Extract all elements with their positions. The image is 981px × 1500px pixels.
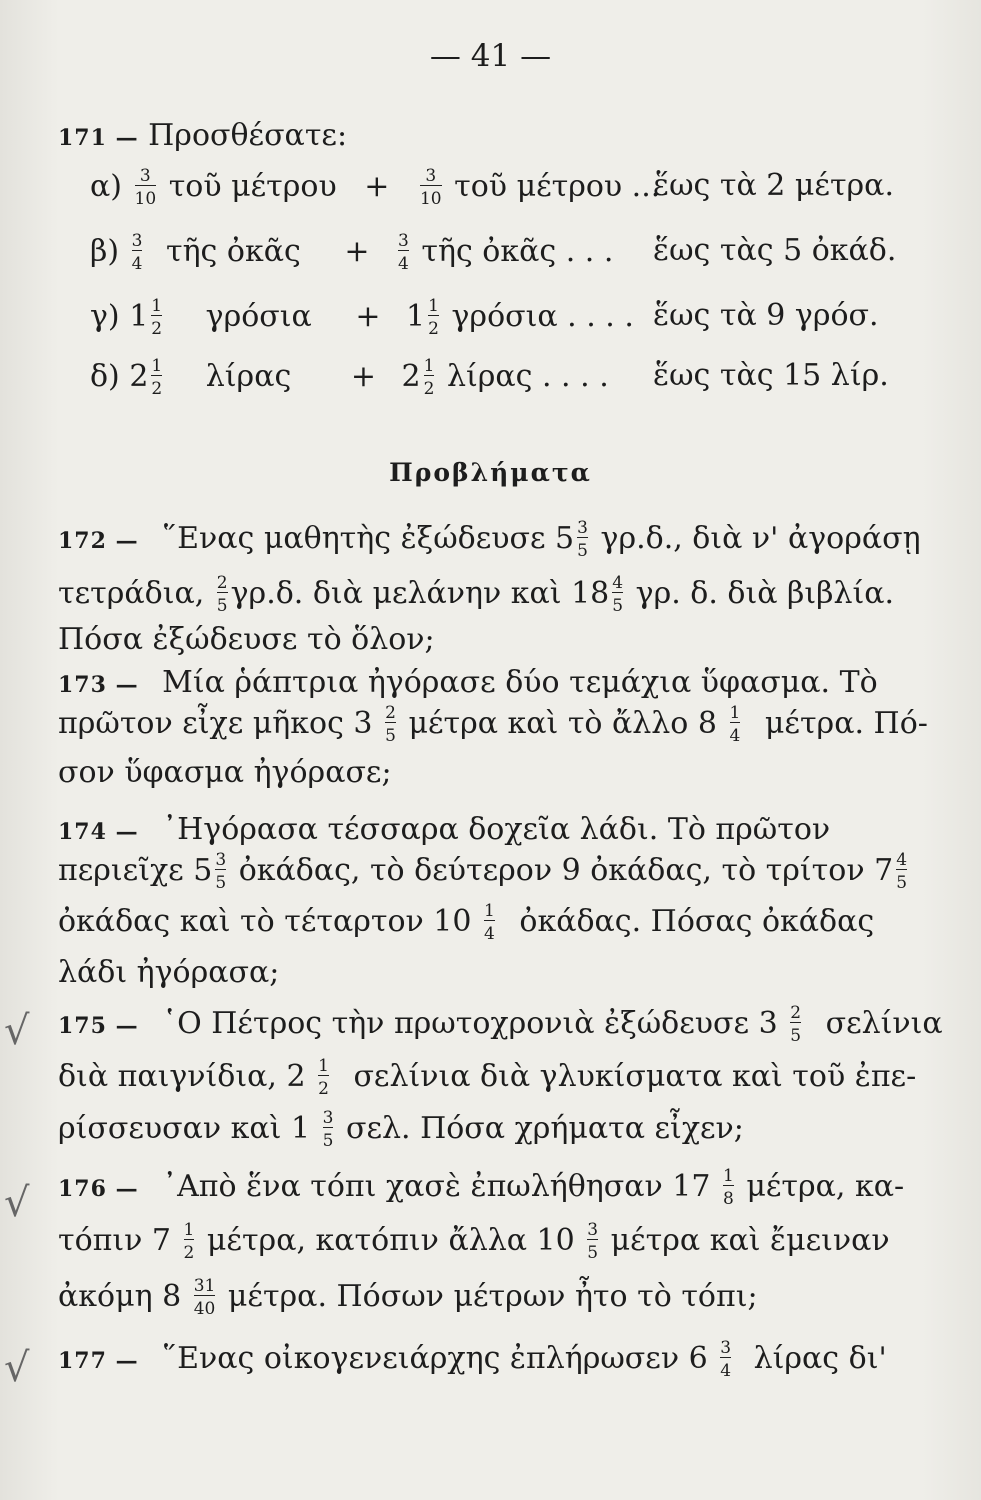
fraction: $\frac{1}{2}$: [151, 296, 163, 339]
plus-sign: +: [364, 169, 390, 204]
text: σελίνια: [825, 1006, 943, 1041]
text: ὀκάδας. Πόσας ὀκάδας: [519, 904, 875, 939]
whole-number: 1: [406, 299, 426, 334]
text: ὀκάδας, τὸ δεύτερον 9 ὀκάδας, τὸ τρίτον 7: [238, 853, 894, 888]
text: μέτρα, κατόπιν ἄλλα 10: [206, 1223, 575, 1258]
text: μέτρα καὶ ἔμειναν: [610, 1223, 890, 1258]
line: [58, 852, 910, 892]
text: τετράδια,: [58, 576, 205, 611]
plus-sign: +: [344, 234, 370, 269]
line: [58, 1058, 916, 1098]
row-letter: α): [90, 169, 122, 204]
problem-number: 176 —: [58, 1176, 139, 1202]
exercise-row-c: [90, 298, 634, 338]
text: μέτρα. Πό-: [764, 706, 928, 741]
handwritten-check-icon: √: [4, 1345, 30, 1391]
fraction: $\frac{3}{5}$: [577, 518, 588, 561]
text: ᾿Απὸ ἕνα τόπι χασὲ ἐπωλήθησαν 17: [162, 1169, 711, 1204]
fraction: $\frac{4}{5}$: [612, 573, 624, 616]
text: ῾Ο Πέτρος τὴν πρωτοχρονιὰ ἐξώδευσε 3: [162, 1006, 778, 1041]
row-word: γρόσια: [205, 299, 312, 334]
text: ῞Ενας μαθητὴς ἐξώδευσε 5: [162, 521, 575, 556]
line: λάδι ἠγόρασα;: [58, 955, 280, 990]
fraction: $\frac{1}{2}$: [151, 356, 163, 399]
text: μέτρα, κα-: [746, 1169, 905, 1204]
fraction: $\frac{1}{2}$: [318, 1056, 329, 1099]
exercise-number: 171 —: [58, 125, 139, 151]
text: ῞Ενας οἰκογενειάρχης ἐπλήρωσεν 6: [162, 1341, 708, 1376]
line: [58, 1110, 744, 1150]
fraction: $\frac{3}{4}$: [131, 231, 143, 274]
fraction: $\frac{31}{40}$: [193, 1276, 216, 1319]
problem-number: 175 —: [58, 1013, 139, 1039]
row-word: τοῦ μέτρου: [168, 169, 337, 204]
section-title: Προβλήματα: [389, 458, 592, 487]
fraction: $\frac{3}{10}$: [134, 166, 157, 209]
fraction: $\frac{1}{8}$: [723, 1166, 734, 1209]
text: πρῶτον εἶχε μῆκος 3: [58, 706, 373, 741]
text: ρίσσευσαν καὶ 1: [58, 1111, 311, 1146]
fraction: $\frac{3}{5}$: [587, 1220, 599, 1263]
fraction: $\frac{3}{4}$: [720, 1338, 732, 1381]
plus-sign: +: [355, 299, 381, 334]
text: Μία ῥάπτρια ἠγόρασε δύο τεμάχια ὕφασμα. Τὸ: [162, 665, 878, 700]
row-word: λίρας: [205, 359, 292, 394]
problem-number: 173 —: [58, 672, 139, 698]
text: μέτρα. Πόσων μέτρων ἦτο τὸ τόπι;: [227, 1279, 758, 1314]
row-letter: δ): [90, 359, 120, 394]
row-word: τῆς ὀκᾶς . . .: [421, 234, 614, 269]
line: [58, 1168, 904, 1208]
text: τόπιν 7: [58, 1223, 171, 1258]
line: σον ὕφασμα ἠγόρασε;: [58, 755, 392, 790]
text: περιεῖχε 5: [58, 853, 213, 888]
text: σελ. Πόσα χρήματα εἶχεν;: [345, 1111, 744, 1146]
fraction: $\frac{1}{2}$: [183, 1220, 195, 1263]
handwritten-check-icon: √: [4, 1008, 30, 1054]
line: [58, 903, 874, 943]
fraction: $\frac{1}{2}$: [428, 296, 439, 339]
text: γρ.δ., διὰ ν' ἀγοράσῃ: [600, 521, 921, 556]
problem-number: 172 —: [58, 528, 139, 554]
exercise-row-d: [90, 358, 609, 398]
text: ἀκόμη 8: [58, 1279, 182, 1314]
exercise-171-header: [58, 118, 347, 153]
row-word: τῆς ὀκᾶς: [165, 234, 301, 269]
row-word: τοῦ μέτρου ...: [454, 169, 661, 204]
fraction: $\frac{3}{5}$: [215, 850, 227, 893]
text: λίρας δι': [753, 1341, 887, 1376]
row-word: λίρας . . . .: [446, 359, 609, 394]
line: [58, 665, 878, 700]
fraction: $\frac{2}{5}$: [790, 1003, 802, 1046]
fraction: $\frac{4}{5}$: [896, 850, 908, 893]
exercise-row-a: [90, 168, 660, 208]
whole-number: 1: [129, 299, 149, 334]
row-word: γρόσια . . . .: [451, 299, 634, 334]
row-end-c: ἕως τὰ 9 γρόσ.: [653, 298, 879, 333]
line: [58, 1278, 758, 1318]
plus-sign: +: [350, 359, 376, 394]
text: διὰ παιγνίδια, 2: [58, 1059, 306, 1094]
text: ᾿Ηγόρασα τέσσαρα δοχεῖα λάδι. Τὸ πρῶτον: [162, 812, 831, 847]
fraction: $\frac{3}{10}$: [419, 166, 442, 209]
exercise-row-b: [90, 233, 613, 273]
row-letter: β): [90, 234, 120, 269]
line: [58, 520, 921, 560]
fraction: $\frac{1}{4}$: [484, 901, 495, 944]
line: [58, 575, 894, 615]
fraction: $\frac{2}{5}$: [216, 573, 228, 616]
text: γρ.δ. διὰ μελάνην καὶ 18: [230, 576, 610, 611]
row-letter: γ): [90, 299, 120, 334]
text: γρ. δ. διὰ βιβλία.: [635, 576, 895, 611]
page-number: — 41 —: [429, 38, 552, 74]
whole-number: 2: [401, 359, 421, 394]
problem-number: 177 —: [58, 1348, 139, 1374]
fraction: $\frac{3}{5}$: [322, 1108, 334, 1151]
whole-number: 2: [129, 359, 149, 394]
problem-number: 174 —: [58, 819, 139, 845]
fraction: $\frac{2}{5}$: [385, 703, 396, 746]
line: [58, 1340, 887, 1380]
row-end-b: ἕως τὰς 5 ὀκάδ.: [653, 233, 897, 268]
row-end-d: ἕως τὰς 15 λίρ.: [653, 358, 889, 393]
row-end-a: ἕως τὰ 2 μέτρα.: [653, 168, 894, 203]
line: [58, 812, 830, 847]
exercise-title: Προσθέσατε:: [148, 118, 348, 153]
text: μέτρα καὶ τὸ ἄλλο 8: [408, 706, 717, 741]
line: [58, 705, 928, 745]
text: σελίνια διὰ γλυκίσματα καὶ τοῦ ἐπε-: [353, 1059, 917, 1094]
fraction: $\frac{3}{4}$: [398, 231, 409, 274]
fraction: $\frac{1}{2}$: [423, 356, 435, 399]
line: Πόσα ἐξώδευσε τὸ ὅλον;: [58, 622, 435, 657]
line: [58, 1222, 890, 1262]
line: [58, 1005, 943, 1045]
text: ὀκάδας καὶ τὸ τέταρτον 10: [58, 904, 472, 939]
fraction: $\frac{1}{4}$: [729, 703, 741, 746]
handwritten-check-icon: √: [4, 1180, 30, 1226]
